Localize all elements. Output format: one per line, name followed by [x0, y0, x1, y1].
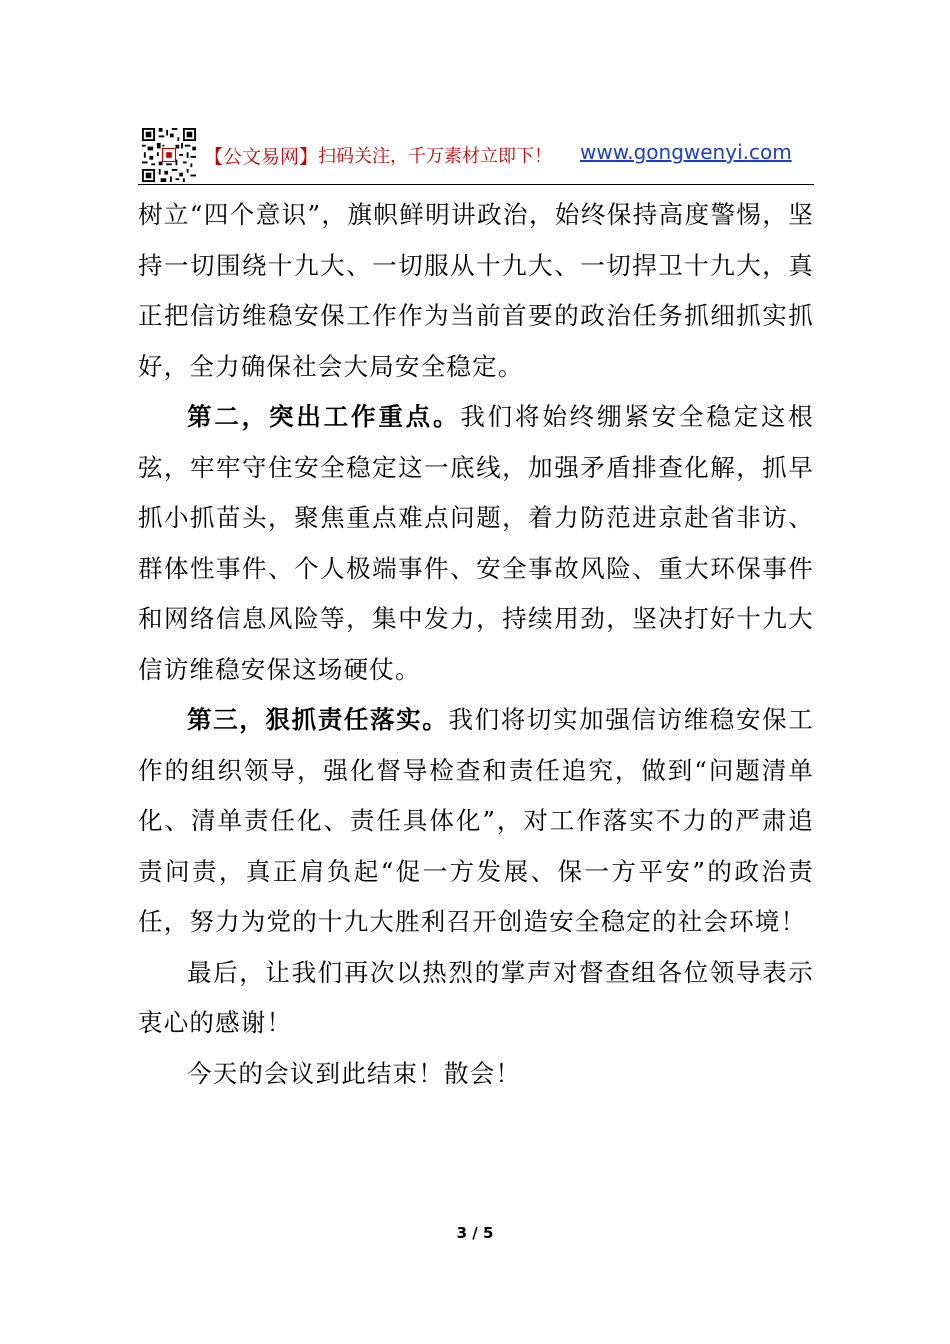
paragraph-5 — [138, 1049, 814, 1100]
paragraph-text: 最后，让我们再次以热烈的掌声对督查组各位领导表示衷心的感谢！ — [138, 957, 814, 1037]
paragraph-text: 我们将始终绷紧安全稳定这根弦，牢牢守住安全稳定这一底线，加强矛盾排查化解，抓早抓小抓苗头，聚焦重点难点问题，着力防范进京赴省非访、群体性事件、个人极端事件、安全事故风险、重大环保事件和网络信息风险等，集中发力，持续用劲，坚决打好十九大信访维稳安保这场硬仗。 — [138, 402, 815, 684]
page-total: 5 — [482, 1224, 494, 1242]
paragraph-2 — [138, 392, 814, 695]
qr-code-icon[interactable] — [142, 128, 196, 182]
header-tagline: 扫码关注，千万素材立即下！ — [318, 146, 552, 167]
paragraph-4 — [138, 948, 814, 1049]
site-url-link[interactable]: www.gongwenyi.com — [580, 140, 792, 164]
paragraph-text: 我们将切实加强信访维稳安保工作的组织领导，强化督导检查和责任追究，做到“问题清单化、清单责任化、责任具体化”，对工作落实不力的严肃追责问责，真正肩负起“促一方发展、保一方平安”的政治责任，努力为党的十九大胜利召开创造安全稳定的社会环境！ — [138, 705, 814, 936]
page-header — [138, 126, 814, 185]
document-body — [138, 190, 814, 1099]
paragraph-text: 今天的会议到此结束！散会！ — [187, 1058, 522, 1088]
paragraph-lead: 第二，突出工作重点。 — [187, 402, 461, 431]
site-brand: 【公文易网】 — [204, 146, 319, 168]
paragraph-text: 树立“四个意识”，旗帜鲜明讲政治，始终保持高度警惕，坚持一切围绕十九大、一切服从十九大、一切捍卫十九大，真正把信访维稳安保工作作为当前首要的政治任务抓细抓实抓好，全力确保社会大局安全稳定。 — [138, 200, 814, 381]
page-current: 3 — [456, 1224, 468, 1242]
page-number — [0, 1224, 950, 1242]
paragraph-3 — [138, 695, 814, 948]
paragraph-1 — [138, 190, 814, 392]
page-separator: / — [467, 1224, 483, 1242]
paragraph-lead: 第三，狠抓责任落实。 — [187, 705, 449, 734]
